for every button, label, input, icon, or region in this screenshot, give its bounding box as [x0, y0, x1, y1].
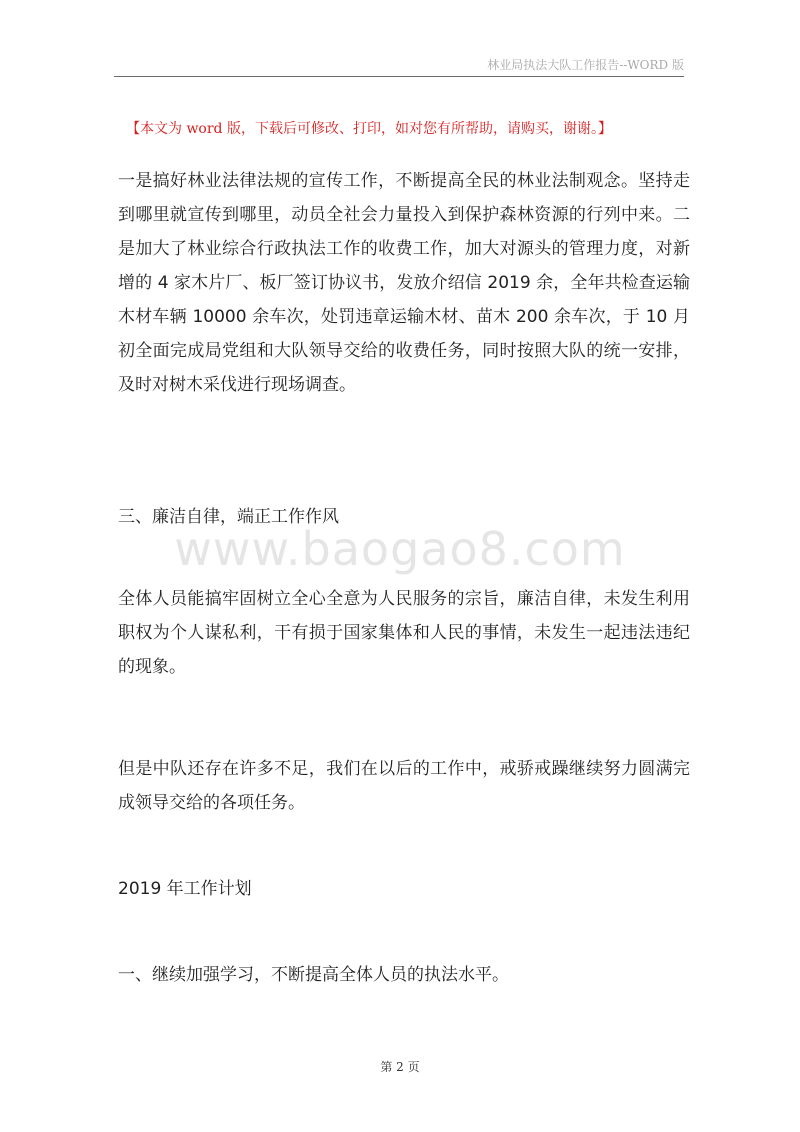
page-number: 第 2 页 — [380, 1060, 420, 1074]
document-title: 林业局执法大队工作报告--WORD 版 — [487, 58, 684, 72]
body-paragraph-integrity: 全体人员能搞牢固树立全心全意为人民服务的宗旨，廉洁自律，未发生利用职权为个人谋私利，干有损于国家集体和人民的事情，未发生一起违法违纪的现象。 — [118, 589, 690, 677]
watermark-text: www.baogao8.com — [174, 522, 626, 576]
section-heading-plan: 2019 年工作计划 — [118, 879, 252, 899]
page-header — [114, 52, 684, 77]
body-paragraph-shortcomings: 但是中队还存在许多不足，我们在以后的工作中，戒骄戒躁继续努力圆满完成领导交给的各项任务。 — [118, 759, 690, 813]
body-paragraph-enforcement: 一是搞好林业法律法规的宣传工作，不断提高全民的林业法制观念。坚持走到哪里就宣传到哪里，动员全社会力量投入到保护森林资源的行列中来。二是加大了林业综合行政执法工作的收费工作，加大对源头的管理力度，对新增的 4 家木片厂、板厂签订协议书，发放介绍信 2019 余，全年共检查运输木材车辆 10000 余车次，处罚违章运输木材、苗木 200 余车次，于 10 月初全面完成局党组和大队领导交给的收费任务，同时按照大队的统一安排，及时对树木采伐进行现场调查。 — [118, 171, 690, 395]
purchase-notice: 【本文为 word 版，下载后可修改、打印，如对您有所帮助，请购买，谢谢。】 — [126, 121, 612, 137]
plan-item-one: 一、继续加强学习，不断提高全体人员的执法水平。 — [118, 965, 509, 985]
section-heading-integrity: 三、廉洁自律，端正工作作风 — [118, 507, 339, 527]
